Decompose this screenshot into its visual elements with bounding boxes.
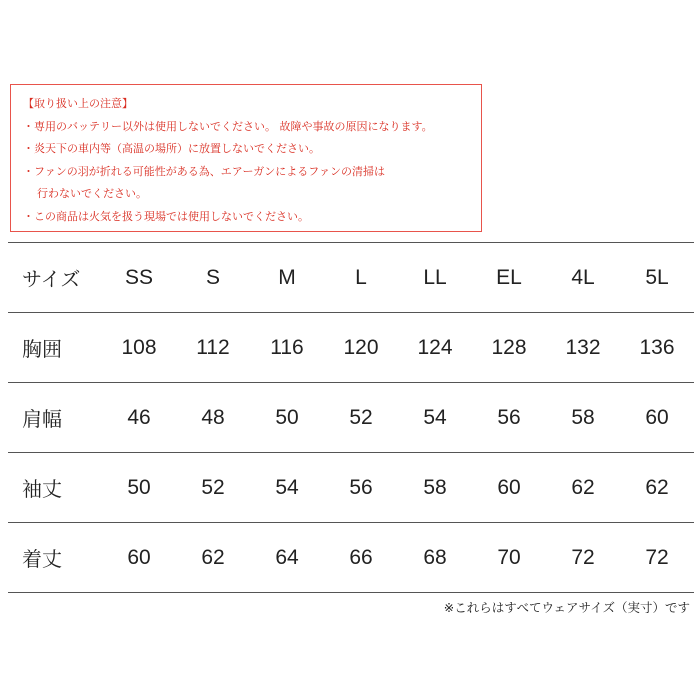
size-cell: LL bbox=[398, 243, 472, 313]
sleeve-value: 62 bbox=[620, 453, 694, 523]
shoulder-value: 52 bbox=[324, 383, 398, 453]
chest-label: 胸囲 bbox=[8, 313, 102, 383]
chest-value: 128 bbox=[472, 313, 546, 383]
sleeve-value: 52 bbox=[176, 453, 250, 523]
body-length-value: 72 bbox=[546, 523, 620, 593]
sleeve-value: 60 bbox=[472, 453, 546, 523]
size-cell: SS bbox=[102, 243, 176, 313]
body-length-value: 62 bbox=[176, 523, 250, 593]
body-length-row bbox=[8, 523, 694, 593]
chest-value: 132 bbox=[546, 313, 620, 383]
shoulder-value: 54 bbox=[398, 383, 472, 453]
caution-line-battery: ・専用のバッテリー以外は使用しないでください。 故障や事故の原因になります。 bbox=[23, 119, 433, 133]
shoulder-value: 50 bbox=[250, 383, 324, 453]
size-header-label: サイズ bbox=[8, 243, 102, 313]
body-length-value: 66 bbox=[324, 523, 398, 593]
body-length-value: 70 bbox=[472, 523, 546, 593]
caution-line-fan-cont: 行わないでください。 bbox=[37, 187, 147, 200]
sleeve-value: 58 bbox=[398, 453, 472, 523]
size-cell: 5L bbox=[620, 243, 694, 313]
size-cell: S bbox=[176, 243, 250, 313]
actual-size-footnote: ※これらはすべてウェアサイズ（実寸）です bbox=[443, 600, 690, 615]
shoulder-value: 48 bbox=[176, 383, 250, 453]
chest-value: 108 bbox=[102, 313, 176, 383]
size-cell: 4L bbox=[546, 243, 620, 313]
sleeve-value: 50 bbox=[102, 453, 176, 523]
body-length-value: 60 bbox=[102, 523, 176, 593]
sleeve-value: 54 bbox=[250, 453, 324, 523]
shoulder-value: 46 bbox=[102, 383, 176, 453]
caution-notice-box bbox=[10, 84, 482, 232]
shoulder-value: 58 bbox=[546, 383, 620, 453]
size-cell: M bbox=[250, 243, 324, 313]
sleeve-row bbox=[8, 453, 694, 523]
chest-value: 112 bbox=[176, 313, 250, 383]
sleeve-value: 56 bbox=[324, 453, 398, 523]
size-header-row bbox=[8, 243, 694, 313]
caution-line-fan: ・ファンの羽が折れる可能性がある為、エアーガンによるファンの清掃は bbox=[23, 164, 386, 178]
caution-line-fire: ・この商品は火気を扱う現場では使用しないでください。 bbox=[23, 209, 309, 223]
body-length-value: 72 bbox=[620, 523, 694, 593]
chest-value: 120 bbox=[324, 313, 398, 383]
shoulder-value: 56 bbox=[472, 383, 546, 453]
chest-value: 116 bbox=[250, 313, 324, 383]
caution-line-heat: ・炎天下の車内等（高温の場所）に放置しないでください。 bbox=[23, 142, 320, 155]
shoulder-label: 肩幅 bbox=[8, 383, 102, 453]
shoulder-value: 60 bbox=[620, 383, 694, 453]
body-length-label: 着丈 bbox=[8, 523, 102, 593]
size-cell: EL bbox=[472, 243, 546, 313]
shoulder-row bbox=[8, 383, 694, 453]
size-chart-table bbox=[8, 242, 694, 593]
caution-title: 【取り扱い上の注意】 bbox=[23, 97, 133, 110]
size-cell: L bbox=[324, 243, 398, 313]
chest-row bbox=[8, 313, 694, 383]
sleeve-value: 62 bbox=[546, 453, 620, 523]
body-length-value: 68 bbox=[398, 523, 472, 593]
chest-value: 124 bbox=[398, 313, 472, 383]
chest-value: 136 bbox=[620, 313, 694, 383]
sleeve-label: 袖丈 bbox=[8, 453, 102, 523]
body-length-value: 64 bbox=[250, 523, 324, 593]
